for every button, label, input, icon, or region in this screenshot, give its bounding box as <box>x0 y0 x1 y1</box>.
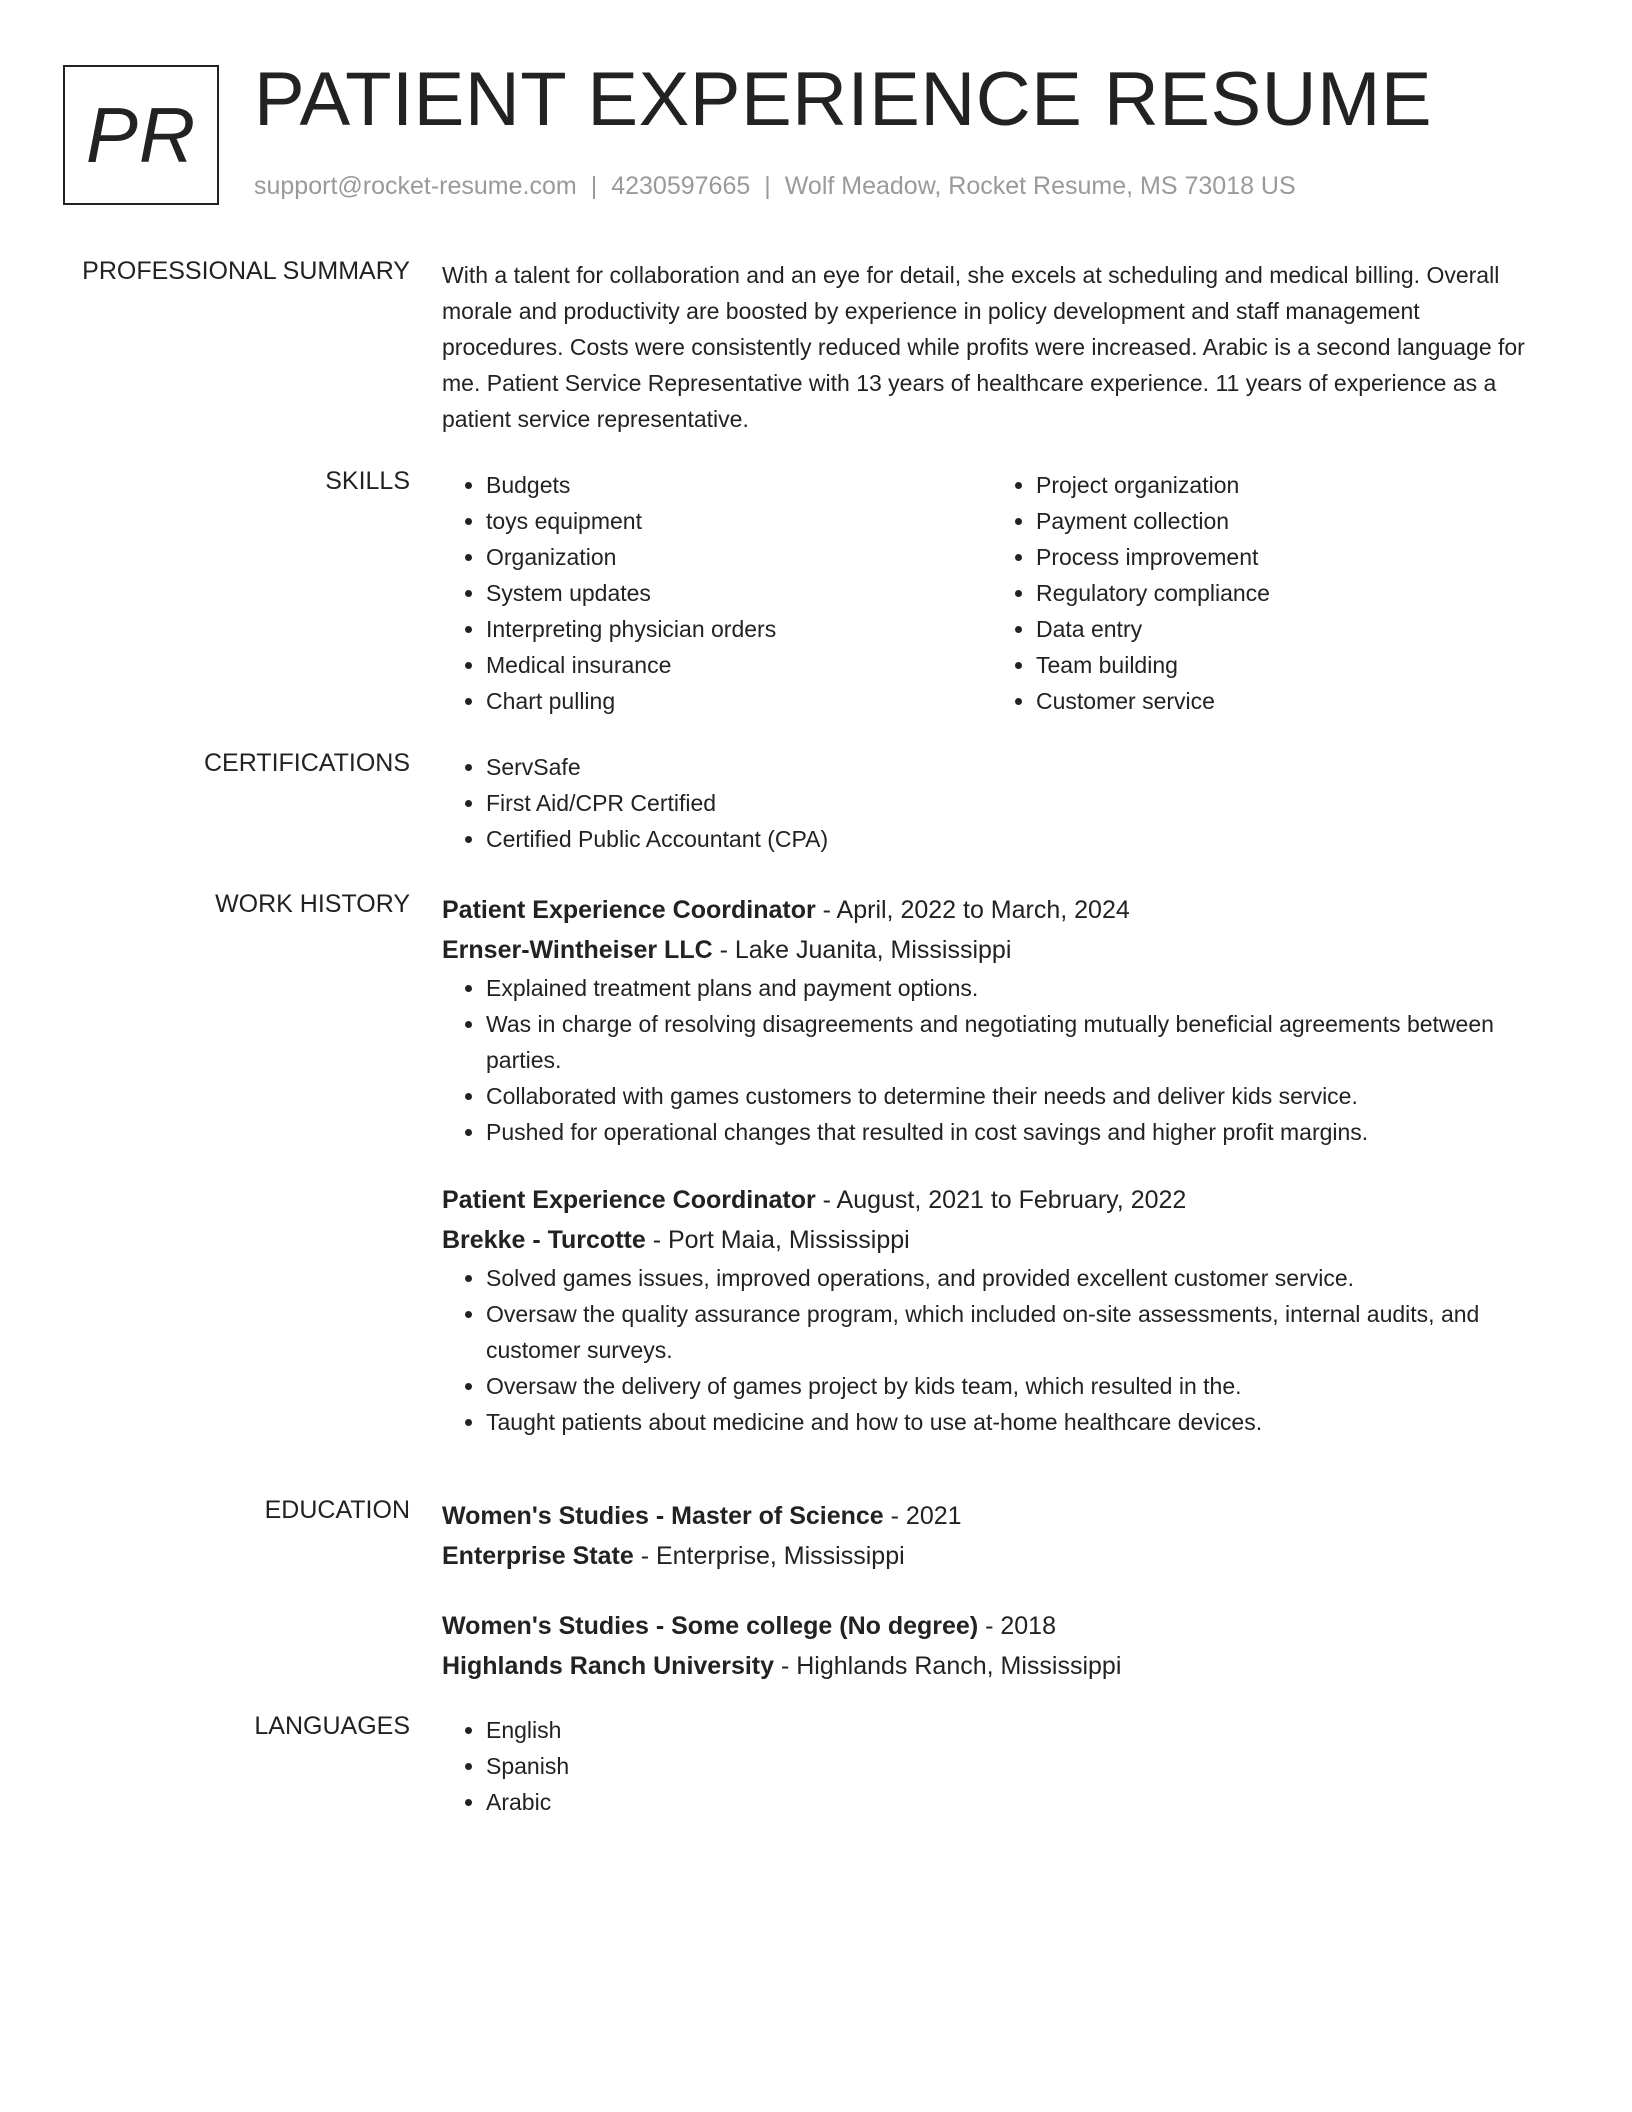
contact-email[interactable]: support@rocket-resume.com <box>254 172 577 200</box>
skill-item: • Organization <box>486 539 992 575</box>
certifications-body <box>442 749 1542 857</box>
skills-body <box>442 467 1542 719</box>
section-label-education: EDUCATION <box>264 1496 410 1524</box>
language-item: • English <box>486 1712 1542 1748</box>
summary-body <box>442 257 1542 437</box>
education-degree-line <box>442 1606 1542 1646</box>
language-item: • Spanish <box>486 1748 1542 1784</box>
job-company: Brekke - Turcotte <box>442 1226 646 1254</box>
job-entry <box>442 1180 1542 1440</box>
skill-item: • toys equipment <box>486 503 992 539</box>
monogram <box>63 65 219 205</box>
education-degree-line <box>442 1496 1542 1536</box>
job-bullets <box>442 970 1542 1150</box>
skill-item: • Medical insurance <box>486 647 992 683</box>
skill-item: • Payment collection <box>1036 503 1542 539</box>
job-bullet: • Was in charge of resolving disagreements and negotiating mutually beneficial agreements between parties. <box>486 1006 1542 1078</box>
education-school-line <box>442 1646 1542 1686</box>
job-bullet: • Oversaw the delivery of games project by kids team, which resulted in the. <box>486 1368 1542 1404</box>
education-entry <box>442 1496 1542 1576</box>
education-location: - Highlands Ranch, Mississippi <box>774 1652 1122 1680</box>
monogram-initials: PR <box>85 90 197 179</box>
education-school: Enterprise State <box>442 1542 634 1570</box>
job-bullet: • Solved games issues, improved operations, and provided excellent customer service. <box>486 1260 1542 1296</box>
job-company: Ernser-Wintheiser LLC <box>442 936 713 964</box>
resume-title: PATIENT EXPERIENCE RESUME <box>254 57 1433 142</box>
job-title-line <box>442 890 1542 930</box>
education-degree: Women's Studies - Some college (No degree) <box>442 1612 979 1640</box>
education-year: - 2021 <box>883 1502 962 1530</box>
skill-item: • Project organization <box>1036 467 1542 503</box>
skill-item: • Customer service <box>1036 683 1542 719</box>
contact-separator: | <box>590 172 598 200</box>
section-label-skills: SKILLS <box>325 467 410 495</box>
work-history-body <box>442 890 1542 1470</box>
skill-item: • Budgets <box>486 467 992 503</box>
job-dates: - August, 2021 to February, 2022 <box>815 1186 1187 1214</box>
education-body <box>442 1496 1542 1716</box>
job-entry <box>442 890 1542 1150</box>
contact-separator: | <box>764 172 771 200</box>
education-school: Highlands Ranch University <box>442 1652 775 1680</box>
skill-item: • Regulatory compliance <box>1036 575 1542 611</box>
job-title: Patient Experience Coordinator <box>442 1186 816 1214</box>
education-entry <box>442 1606 1542 1686</box>
education-school-line <box>442 1536 1542 1576</box>
languages-body <box>442 1712 1542 1820</box>
skill-item: • System updates <box>486 575 992 611</box>
job-title: Patient Experience Coordinator <box>442 896 816 924</box>
job-dates: - April, 2022 to March, 2024 <box>815 896 1130 924</box>
summary-text: With a talent for collaboration and an eye for detail, she excels at scheduling and medical billing. Overall morale and productivity are boosted by experience in policy development and staff management procedures. Costs were consistently reduced while profits were increased. Arabic is a second language for me. Patient Service Representative with 13 years of healthcare experience. 11 years of experience as a patient service representative. <box>442 262 1525 432</box>
section-label-languages: LANGUAGES <box>254 1712 410 1740</box>
skills-list-right <box>992 467 1542 719</box>
job-bullet: • Pushed for operational changes that resulted in cost savings and higher profit margins. <box>486 1114 1542 1150</box>
contact-address: Wolf Meadow, Rocket Resume, MS 73018 US <box>784 172 1296 200</box>
job-bullets <box>442 1260 1542 1440</box>
section-label-work-history: WORK HISTORY <box>215 890 410 918</box>
job-bullet: • Explained treatment plans and payment options. <box>486 970 1542 1006</box>
education-location: - Enterprise, Mississippi <box>633 1542 905 1570</box>
certification-item: • First Aid/CPR Certified <box>486 785 1542 821</box>
skill-item: • Interpreting physician orders <box>486 611 992 647</box>
education-year: - 2018 <box>978 1612 1056 1640</box>
section-label-summary: PROFESSIONAL SUMMARY <box>82 257 410 285</box>
languages-list <box>442 1712 1542 1820</box>
certifications-list <box>442 749 1542 857</box>
language-item: • Arabic <box>486 1784 1542 1820</box>
job-company-line <box>442 1220 1542 1260</box>
certification-item: • Certified Public Accountant (CPA) <box>486 821 1542 857</box>
skills-list-left <box>442 467 992 719</box>
contact-line <box>254 172 1296 201</box>
job-company-line <box>442 930 1542 970</box>
job-location: - Lake Juanita, Mississippi <box>712 936 1012 964</box>
job-bullet: • Taught patients about medicine and how to use at-home healthcare devices. <box>486 1404 1542 1440</box>
section-label-certifications: CERTIFICATIONS <box>203 749 410 777</box>
job-title-line <box>442 1180 1542 1220</box>
contact-phone[interactable]: 4230597665 <box>611 172 751 200</box>
education-degree: Women's Studies - Master of Science <box>442 1502 884 1530</box>
skill-item: • Chart pulling <box>486 683 992 719</box>
skill-item: • Team building <box>1036 647 1542 683</box>
job-bullet: • Oversaw the quality assurance program, which included on-site assessments, internal audits, and customer surveys. <box>486 1296 1542 1368</box>
job-location: - Port Maia, Mississippi <box>645 1226 910 1254</box>
skill-item: • Data entry <box>1036 611 1542 647</box>
job-bullet: • Collaborated with games customers to determine their needs and deliver kids service. <box>486 1078 1542 1114</box>
certification-item: • ServSafe <box>486 749 1542 785</box>
skill-item: • Process improvement <box>1036 539 1542 575</box>
